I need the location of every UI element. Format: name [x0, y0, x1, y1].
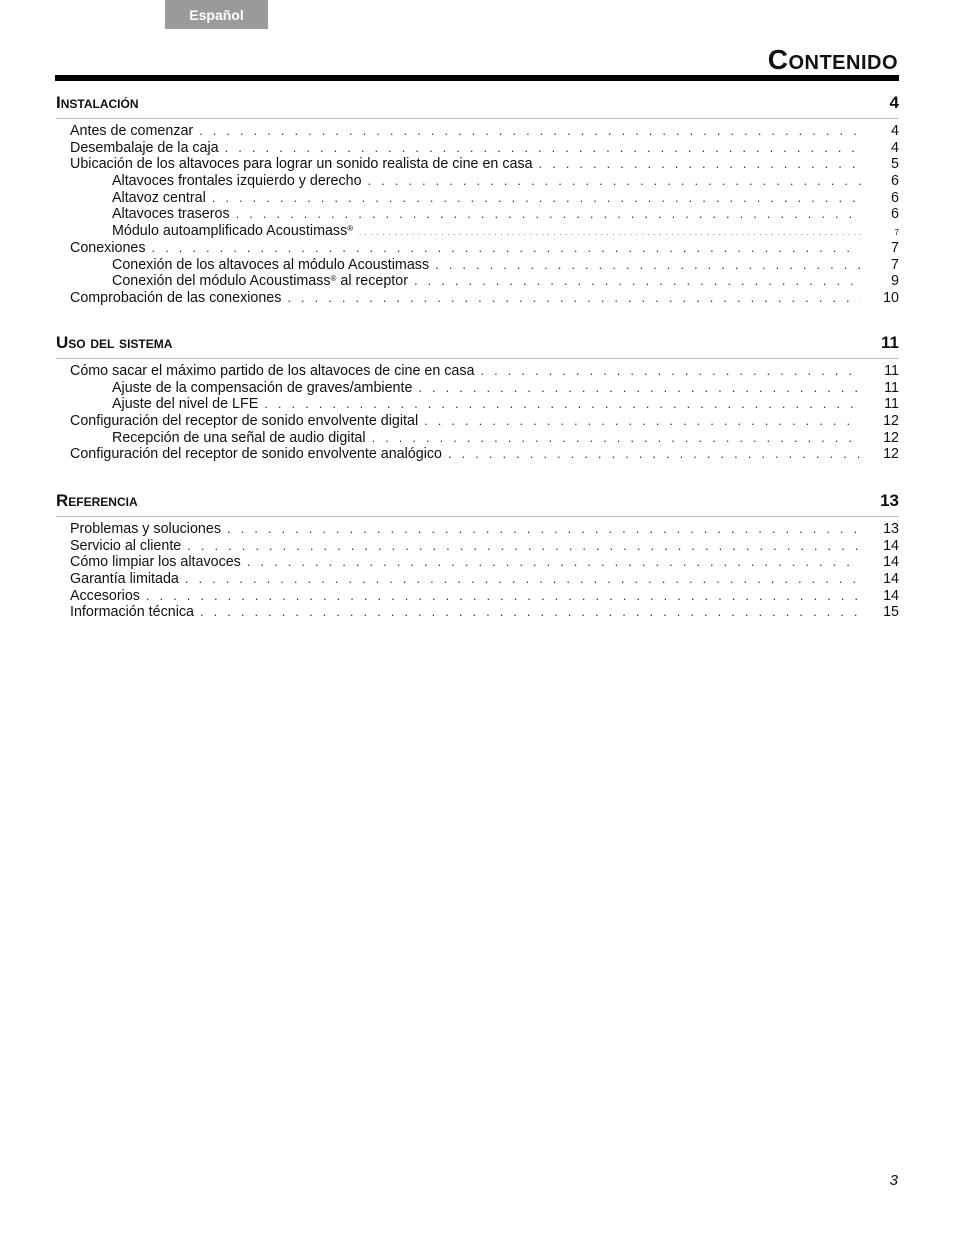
leader-dots [435, 257, 861, 274]
entry-page: 12 [883, 413, 899, 430]
leader-dots [200, 604, 861, 621]
entry-title: Conexión del módulo Acoustimass® al receptor [112, 273, 408, 290]
leader-dots [146, 588, 861, 605]
page-number: 3 [889, 1172, 898, 1189]
toc-entry[interactable] [56, 446, 899, 463]
leader-dots [287, 290, 861, 307]
registered-mark: ® [347, 224, 354, 234]
section-heading [56, 93, 899, 119]
leader-dots [368, 173, 861, 190]
entry-title: Problemas y soluciones [70, 521, 221, 537]
entry-title: Altavoces frontales izquierdo y derecho [112, 173, 362, 190]
toc-entry[interactable] [56, 123, 899, 140]
entry-title: Conexión de los altavoces al módulo Acoustimass [112, 256, 430, 273]
toc-section-instalacion [56, 93, 899, 307]
toc-subentry[interactable] [56, 396, 899, 413]
entry-title: Cómo sacar el máximo partido de los altavoces de cine en casa [70, 363, 475, 379]
toc-subentry[interactable] [56, 190, 899, 207]
section-page: 13 [880, 491, 899, 510]
toc-subentry[interactable] [56, 430, 899, 447]
entry-title: Módulo autoamplificado Acoustimass® [112, 223, 354, 240]
leader-dots [264, 396, 861, 413]
entry-title: Configuración del receptor de sonido envolvente digital [70, 413, 419, 430]
entry-title: Configuración del receptor de sonido envolvente analógico [70, 446, 442, 463]
toc-subentry[interactable] [56, 173, 899, 190]
entry-title: Accesorios [70, 587, 140, 604]
leader-dots [418, 380, 861, 397]
entry-page: 4 [891, 139, 899, 156]
toc-subentry[interactable] [56, 223, 899, 240]
leader-dots [414, 273, 861, 290]
entry-page: 10 [883, 289, 899, 306]
entry-title: Recepción de una señal de audio digital [112, 429, 366, 446]
section-title: Uso del sistema [56, 333, 173, 352]
registered-mark: ® [330, 274, 337, 284]
leader-dots [448, 446, 861, 463]
toc-subentry[interactable] [56, 206, 899, 223]
entry-title: Cómo limpiar los altavoces [70, 554, 241, 571]
section-heading [56, 333, 899, 359]
entry-page: 14 [883, 554, 899, 571]
page-title: Contenido [767, 44, 898, 75]
section-title: Referencia [56, 491, 138, 510]
toc-entry[interactable] [56, 588, 899, 605]
entry-page: 6 [891, 189, 899, 206]
entry-page: 14 [883, 587, 899, 604]
toc-entry[interactable] [56, 413, 899, 430]
toc-section-uso-del-sistema [56, 333, 899, 463]
entry-page: 11 [884, 396, 899, 413]
entry-page: 7 [894, 228, 899, 238]
leader-dots [199, 123, 861, 140]
section-page: 4 [889, 93, 899, 112]
entry-title: Altavoz central [112, 189, 206, 206]
leader-dots [539, 156, 861, 173]
entry-title: Servicio al cliente [70, 537, 182, 554]
toc-entry[interactable] [56, 363, 899, 380]
entry-page: 6 [891, 173, 899, 190]
entry-title: Conexiones [70, 239, 146, 256]
section-heading [56, 491, 899, 517]
entry-page: 11 [884, 363, 899, 379]
title-rule [55, 75, 899, 81]
entry-title: Ajuste del nivel de LFE [112, 396, 259, 413]
leader-dots [424, 413, 861, 430]
toc-entry[interactable] [56, 156, 899, 173]
toc-entry[interactable] [56, 604, 899, 621]
toc-entry[interactable] [56, 538, 899, 555]
entry-title: Desembalaje de la caja [70, 139, 219, 156]
entry-title: Antes de comenzar [70, 123, 194, 139]
toc-entry[interactable] [56, 554, 899, 571]
leader-dots [152, 240, 861, 257]
entry-title: Ajuste de la compensación de graves/ambiente [112, 379, 413, 396]
toc-entry[interactable] [56, 140, 899, 157]
entry-page: 13 [883, 521, 899, 537]
entry-page: 5 [891, 156, 899, 173]
leader-dots [185, 571, 861, 588]
entry-page: 14 [883, 571, 899, 588]
toc-entry[interactable] [56, 521, 899, 538]
entry-page: 14 [883, 537, 899, 554]
leader-dots [225, 140, 861, 157]
leader-dots [227, 521, 861, 538]
entry-title: Altavoces traseros [112, 206, 230, 223]
leader-dots [247, 554, 861, 571]
entry-page: 7 [891, 239, 899, 256]
toc-entry[interactable] [56, 571, 899, 588]
entry-page: 4 [891, 123, 899, 139]
toc-section-referencia [56, 491, 899, 621]
entry-title: Comprobación de las conexiones [70, 289, 282, 306]
entry-page: 11 [884, 379, 899, 396]
entry-title: Información técnica [70, 604, 194, 621]
entry-page: 15 [883, 604, 899, 621]
entry-page: 6 [891, 206, 899, 223]
leader-dots [212, 190, 861, 207]
entry-page: 9 [891, 273, 899, 290]
leader-dots [481, 363, 862, 380]
section-title: Instalación [56, 93, 139, 112]
entry-page: 7 [891, 256, 899, 273]
leader-dots [187, 538, 861, 555]
toc-subentry[interactable] [56, 257, 899, 274]
toc-entry[interactable] [56, 240, 899, 257]
leader-dots [372, 430, 861, 447]
entry-page: 12 [883, 429, 899, 446]
entry-title: Garantía limitada [70, 571, 179, 588]
entry-page: 12 [883, 446, 899, 463]
toc-subentry[interactable] [56, 380, 899, 397]
toc-entry[interactable] [56, 290, 899, 307]
entry-title: Ubicación de los altavoces para lograr un sonido realista de cine en casa [70, 156, 533, 173]
section-page: 11 [881, 333, 899, 352]
leader-dots [236, 206, 861, 223]
toc-subentry[interactable] [56, 273, 899, 290]
language-tab: Español [165, 0, 268, 29]
